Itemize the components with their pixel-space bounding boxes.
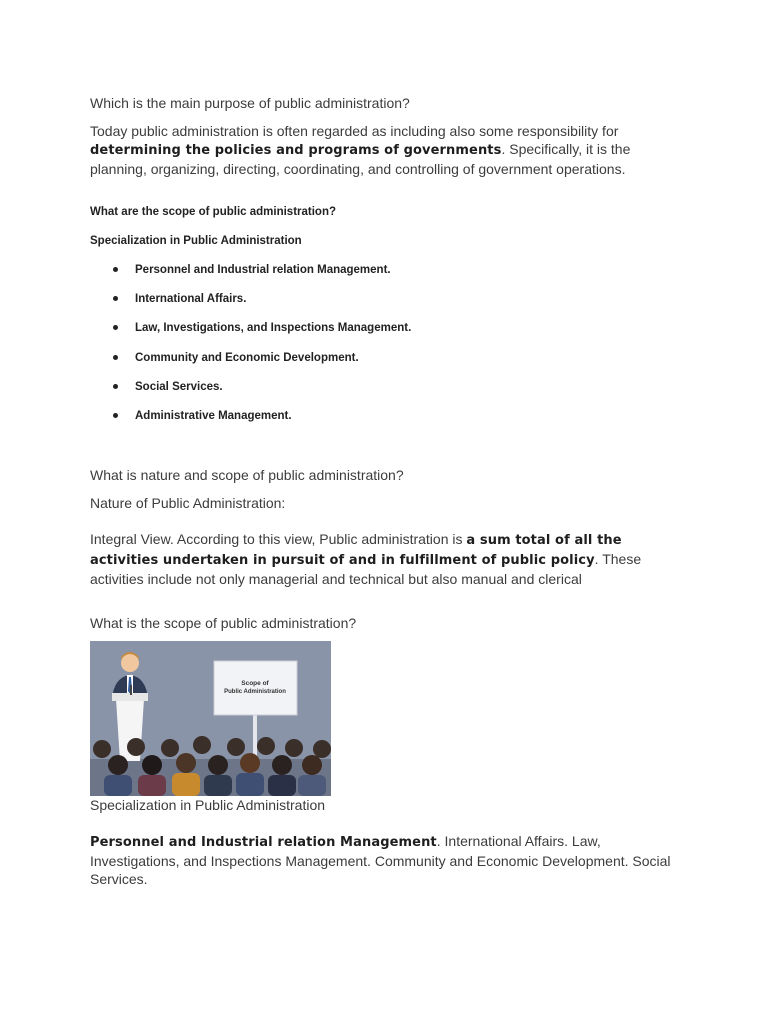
answer-main-purpose-bold: determining the policies and programs of governments xyxy=(90,143,502,158)
bullet-icon xyxy=(113,384,118,389)
list-item-text: Administrative Management. xyxy=(135,409,292,422)
final-paragraph-bold: Personnel and Industrial relation Management xyxy=(90,835,437,850)
nature-paragraph-post: . These activities include not only managerial and technical but also manual and clerical xyxy=(90,551,642,587)
list-item xyxy=(90,380,650,409)
list-item-text: Law, Investigations, and Inspections Management. xyxy=(135,322,412,335)
specialization-heading: Specialization in Public Administration xyxy=(90,235,302,247)
list-item xyxy=(90,321,650,350)
list-item xyxy=(90,409,650,438)
scope-list xyxy=(90,263,650,438)
nature-paragraph-pre: Integral View. According to this view, Public administration is xyxy=(90,531,467,547)
nature-paragraph xyxy=(90,530,665,588)
bullet-icon xyxy=(113,296,118,301)
question-main-purpose: Which is the main purpose of public administration? xyxy=(90,95,410,111)
final-paragraph xyxy=(90,832,680,888)
bullet-icon xyxy=(113,355,118,360)
list-item-text: Personnel and Industrial relation Management. xyxy=(135,264,391,276)
list-item xyxy=(90,351,650,380)
question-scope: What are the scope of public administration? xyxy=(90,206,336,218)
question-scope-2: What is the scope of public administration? xyxy=(90,615,357,631)
final-paragraph-post: . International Affairs. Law, Investigations, and Inspections Management. Community and Economic Development. Social Services. xyxy=(90,833,671,887)
list-item-text: International Affairs. xyxy=(135,293,247,306)
answer-main-purpose-pre: Today public administration is often regarded as including also some responsibility for xyxy=(90,123,619,139)
answer-main-purpose xyxy=(90,122,680,178)
sign-text-line2: Public Administration xyxy=(224,689,286,695)
image-caption: Specialization in Public Administration xyxy=(90,797,326,813)
list-item xyxy=(90,263,650,292)
question-nature-scope: What is nature and scope of public administration? xyxy=(90,467,404,483)
bullet-icon xyxy=(113,267,118,272)
nature-subheading: Nature of Public Administration: xyxy=(90,495,286,511)
list-item-text: Social Services. xyxy=(135,380,223,393)
bullet-icon xyxy=(113,325,118,330)
answer-main-purpose-post: . Specifically, it is the planning, organizing, directing, coordinating, and controlling of government operations. xyxy=(90,141,631,177)
bullet-icon xyxy=(113,413,118,418)
list-item xyxy=(90,292,650,321)
presentation-illustration xyxy=(90,641,331,796)
nature-paragraph-bold: a sum total of all the activities undertaken in pursuit of and in fulfillment of public policy xyxy=(90,533,622,568)
sign-text-line1: Scope of xyxy=(241,680,269,687)
list-item-text: Community and Economic Development. xyxy=(135,351,359,364)
